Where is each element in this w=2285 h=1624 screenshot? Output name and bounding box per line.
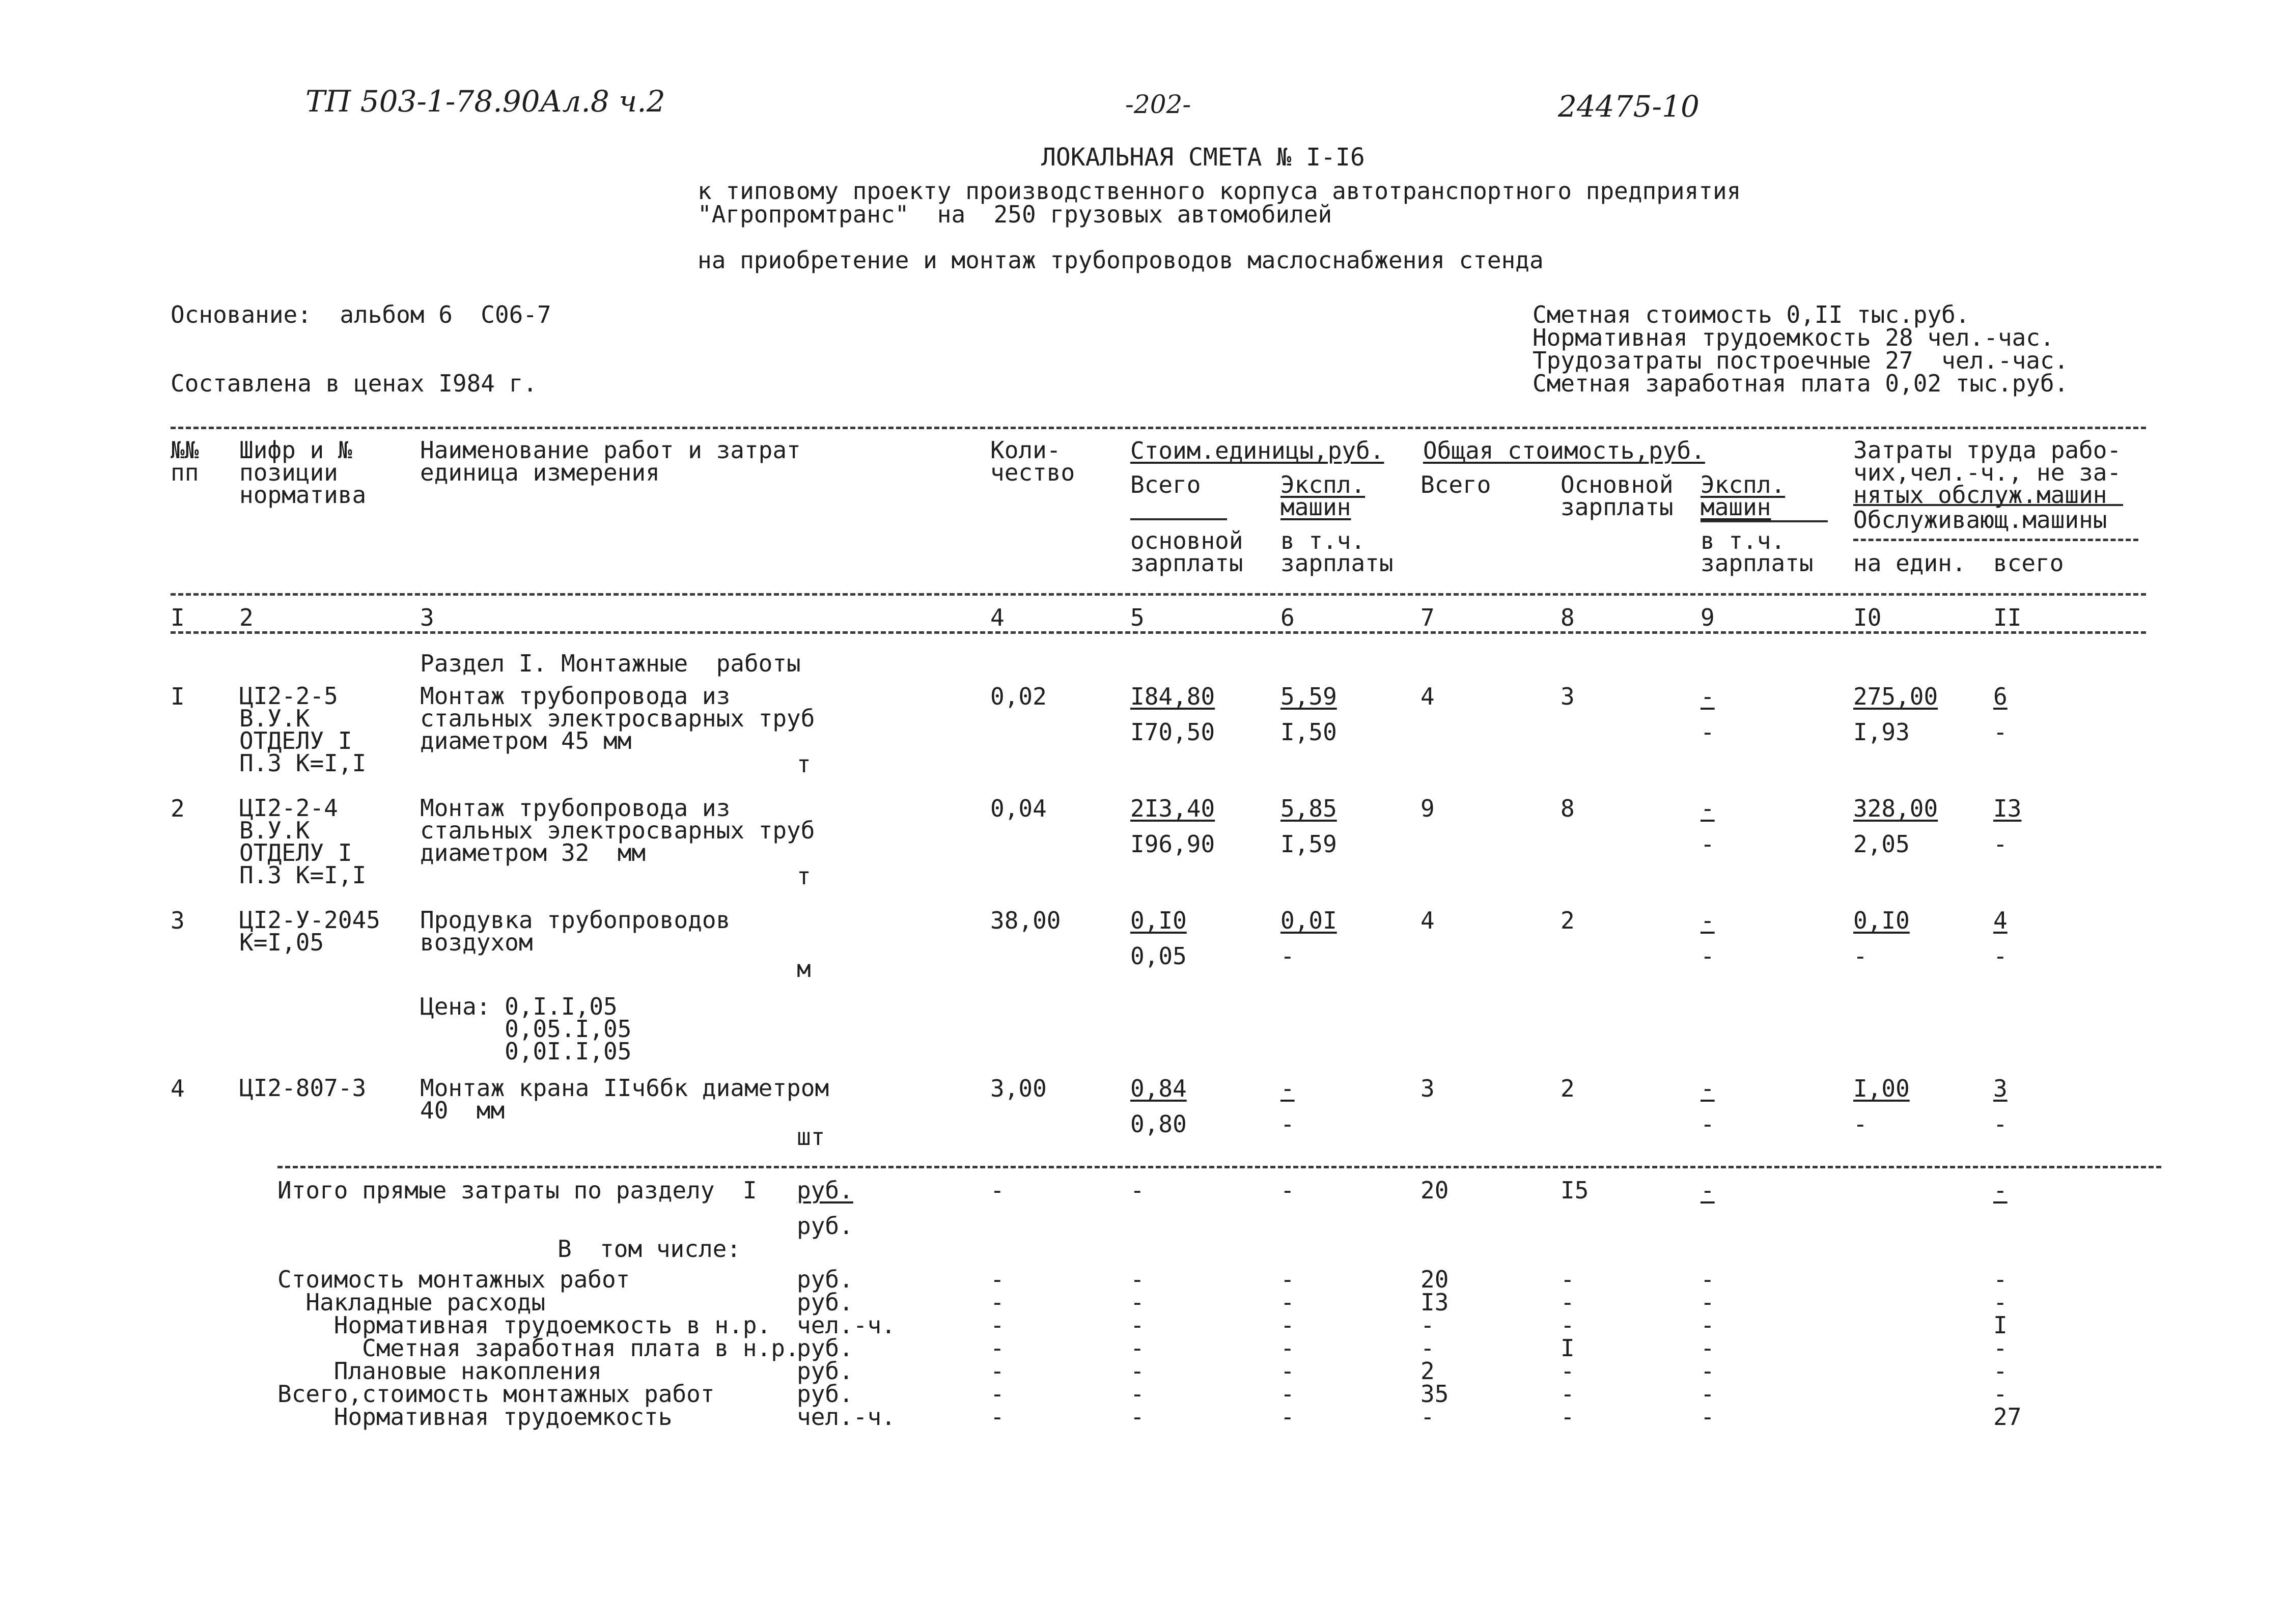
row-1-c9a: - [1701,683,1715,710]
row-3-c9a: - [1701,907,1715,934]
project-ref: ТП 503-1-78.90Ал.8 ч.2 [305,84,665,119]
col-labor: Затраты труда рабо- чих,чел.-ч., не за- нятых обслуж.машин [1853,436,2122,509]
row-2-c11b: - [1993,830,2008,858]
row-2-code: ЦI2-2-4 В.У.К ОТДЕЛУ I П.3 К=I,I [239,794,367,889]
row-3-c6a: 0,0I [1280,907,1337,934]
totals-c9-1: - [1701,1266,1715,1293]
col-total-cost: Общая стоимость,руб. [1423,437,1705,464]
direct-c6: - [1280,1177,1295,1204]
colnum-9: 9 [1701,604,1715,631]
row-4-code: ЦI2-807-3 [239,1074,367,1102]
including-label: В том числе: [558,1235,741,1263]
totals-c9-6: - [1701,1380,1715,1408]
col-9-bottom: в т.ч. зарплаты [1701,527,1814,577]
row-1-name: Монтаж трубопровода из стальных электросварных труб диаметром 45 мм [420,682,815,754]
col-labor-sub: Обслуживающ.машины [1853,506,2107,534]
document-number: 24475-10 [1558,89,1699,124]
totals-c6-5: - [1280,1357,1295,1385]
row-4-qty: 3,00 [990,1075,1047,1102]
row-3-c11b: - [1993,942,2008,970]
totals-c9-7: - [1701,1403,1715,1431]
row-2-unit: т [797,862,811,890]
totals-units-7: чел.-ч. [797,1403,896,1431]
totals-c8-4: I [1561,1334,1575,1362]
row-1-c7: 4 [1420,683,1435,710]
page-number: -202- [1125,90,1191,119]
title-line-1: к типовому проекту производственного корпуса автотранспортного предприятия [698,177,1741,205]
direct-c5: - [1130,1177,1145,1204]
col-labor-rule [1853,539,2138,541]
totals-c9-4: - [1701,1334,1715,1362]
totals-labels-6: Всего,стоимость монтажных работ [277,1380,715,1408]
row-4-c6a: - [1280,1075,1295,1102]
totals-c9-3: - [1701,1311,1715,1339]
row-4-c9b: - [1701,1110,1715,1138]
row-4-c9a: - [1701,1075,1715,1102]
row-4-c5b: 0,80 [1130,1110,1187,1138]
totals-labels-1: Стоимость монтажных работ [277,1266,630,1293]
totals-c7-2: I3 [1420,1289,1449,1316]
row-1-c5a: I84,80 [1130,683,1215,710]
row-2-c6b: I,59 [1280,830,1337,858]
totals-c4-5: - [990,1357,1005,1385]
totals-c7-5: 2 [1420,1357,1435,1385]
totals-c4-2: - [990,1289,1005,1316]
totals-c8-5: - [1561,1357,1575,1385]
totals-c11-6: - [1993,1380,2008,1408]
totals-labels-5: Плановые накопления [277,1357,602,1385]
summary-cost: Сметная стоимость 0,II тыс.руб. [1532,301,1970,328]
totals-c8-2: - [1561,1289,1575,1316]
summary-labor-site: Трудозатраты построечные 27 чел.-час. [1532,347,2069,374]
totals-c4-7: - [990,1403,1005,1431]
colnum-5: 5 [1130,604,1145,631]
row-1-c6b: I,50 [1280,718,1337,746]
totals-units-3: чел.-ч. [797,1311,896,1339]
row-1-unit: т [797,750,811,778]
totals-c7-3: - [1420,1311,1435,1339]
totals-labels-4: Сметная заработная плата в н.р. [277,1334,799,1362]
totals-rule [277,1166,2161,1168]
row-3-c8: 2 [1561,907,1575,934]
totals-units-6: руб. [797,1380,853,1408]
col-6-top: Экспл. машин [1280,471,1366,521]
title-line-2: "Агропромтранс" на 250 грузовых автомобилей [698,201,1332,228]
totals-c5-2: - [1130,1289,1145,1316]
direct-c11: - [1993,1177,2008,1204]
row-3-c6b: - [1280,942,1295,970]
row-1-c10b: I,93 [1853,718,1910,746]
totals-c11-2: - [1993,1289,2008,1316]
col-5-bottom: основной зарплаты [1130,527,1243,577]
row-4-c5a: 0,84 [1130,1075,1187,1102]
row-3-number: 3 [171,907,185,934]
totals-c8-1: - [1561,1266,1575,1293]
summary-wages: Сметная заработная плата 0,02 тыс.руб. [1532,370,2069,397]
row-4-c8: 2 [1561,1075,1575,1102]
row-2-c9b: - [1701,830,1715,858]
basis: Основание: альбом 6 С06-7 [171,301,551,328]
row-2-c7: 9 [1420,795,1435,822]
colnum-11: II [1993,604,2022,631]
row-3-c5a: 0,I0 [1130,907,1187,934]
colnum-7: 7 [1420,604,1435,631]
col-name: Наименование работ и затрат единица измерения [420,436,801,486]
row-1-code: ЦI2-2-5 В.У.К ОТДЕЛУ I П.3 К=I,I [239,682,367,777]
col-6-bottom: в т.ч. зарплаты [1280,527,1394,577]
row-1-qty: 0,02 [990,683,1047,710]
row-4-c10b: - [1853,1110,1868,1138]
col-7: Всего [1420,471,1491,498]
row-4-c11b: - [1993,1110,2008,1138]
col-code: Шифр и № позиции норматива [239,436,367,509]
row-1-c9b: - [1701,718,1715,746]
totals-c6-6: - [1280,1380,1295,1408]
direct-c7: 20 [1420,1177,1449,1204]
row-1-c11a: 6 [1993,683,2008,710]
totals-c5-5: - [1130,1357,1145,1385]
totals-c11-3: I [1993,1311,2008,1339]
totals-c4-1: - [990,1266,1005,1293]
row-2-c10b: 2,05 [1853,830,1910,858]
row-1-c5b: I70,50 [1130,718,1215,746]
direct-costs-unit-2: руб. [797,1212,853,1240]
totals-c5-6: - [1130,1380,1145,1408]
row-1-c8: 3 [1561,683,1575,710]
colnum-3: 3 [420,604,434,631]
row-2-c6a: 5,85 [1280,795,1337,822]
totals-c6-2: - [1280,1289,1295,1316]
totals-c6-7: - [1280,1403,1295,1431]
totals-units-4: руб. [797,1334,853,1362]
totals-c5-7: - [1130,1403,1145,1431]
row-2-c11a: I3 [1993,795,2022,822]
colnum-1: I [171,604,185,631]
row-2-c8: 8 [1561,795,1575,822]
totals-units-5: руб. [797,1357,853,1385]
totals-c6-1: - [1280,1266,1295,1293]
col-quantity: Коли- чество [990,436,1075,486]
row-2-c10a: 328,00 [1853,795,1938,822]
row-4-number: 4 [171,1075,185,1102]
col-number: №№ пп [171,436,199,486]
col-9-top: Экспл. машин [1701,471,1786,521]
row-3-name: Продувка трубопроводов воздухом [420,906,731,956]
col-11: всего [1993,549,2064,577]
row-4-c6b: - [1280,1110,1295,1138]
colnum-6: 6 [1280,604,1295,631]
col-10: на един. [1853,549,1966,577]
header-mid-rule [171,593,2146,596]
direct-costs-label: Итого прямые затраты по разделу I [277,1177,757,1204]
totals-c7-6: 35 [1420,1380,1449,1408]
totals-units-2: руб. [797,1289,853,1316]
estimate-title: ЛОКАЛЬНАЯ СМЕТА № I-I6 [1041,143,1365,172]
row-3-unit: м [797,955,811,983]
totals-c11-1: - [1993,1266,2008,1293]
colnum-2: 2 [239,604,254,631]
row-3-c7: 4 [1420,907,1435,934]
totals-c8-3: - [1561,1311,1575,1339]
row-3-c10a: 0,I0 [1853,907,1910,934]
row-4-c11a: 3 [1993,1075,2008,1102]
section-title: Раздел I. Монтажные работы [420,650,801,677]
totals-c7-1: 20 [1420,1266,1449,1293]
row-4-c10a: I,00 [1853,1075,1910,1102]
row-1-c6a: 5,59 [1280,683,1337,710]
row-3-c9b: - [1701,942,1715,970]
totals-labels-3: Нормативная трудоемкость в н.р. [277,1311,771,1339]
totals-c11-7: 27 [1993,1403,2022,1431]
totals-c7-4: - [1420,1334,1435,1362]
row-4-c7: 3 [1420,1075,1435,1102]
row-2-number: 2 [171,795,185,822]
totals-c8-7: - [1561,1403,1575,1431]
price-base: Составлена в ценах I984 г. [171,370,538,397]
row-2-c5b: I96,90 [1130,830,1215,858]
title-line-3: на приобретение и монтаж трубопроводов маслоснабжения стенда [698,246,1544,274]
colnum-4: 4 [990,604,1005,631]
row-1-c10a: 275,00 [1853,683,1938,710]
direct-c8: I5 [1561,1177,1589,1204]
row-2-c5a: 2I3,40 [1130,795,1215,822]
row-2-c9a: - [1701,795,1715,822]
totals-c4-6: - [990,1380,1005,1408]
col-unit-cost: Стоим.единицы,руб. [1130,437,1384,464]
row-1-c11b: - [1993,718,2008,746]
header-bottom-rule [171,631,2146,634]
totals-c11-4: - [1993,1334,2008,1362]
row-3-c5b: 0,05 [1130,942,1187,970]
row-3-qty: 38,00 [990,907,1061,934]
totals-c9-5: - [1701,1357,1715,1385]
col-5-divider [1130,518,1227,520]
totals-labels-2: Накладные расходы [277,1289,546,1316]
totals-c6-3: - [1280,1311,1295,1339]
colnum-8: 8 [1561,604,1575,631]
totals-units-1: руб. [797,1266,853,1293]
row-3-code: ЦI2-У-2045 К=I,05 [239,906,380,956]
row-4-unit: шт [797,1123,825,1151]
totals-c4-3: - [990,1311,1005,1339]
colnum-10: I0 [1853,604,1882,631]
price-note: Цена: 0,I.I,05 0,05.I,05 0,0I.I,05 [420,993,632,1065]
totals-c4-4: - [990,1334,1005,1362]
row-3-c11a: 4 [1993,907,2008,934]
col-9-divider [1701,520,1828,522]
totals-c11-5: - [1993,1357,2008,1385]
header-top-rule [171,427,2146,429]
direct-c4: - [990,1177,1005,1204]
row-2-qty: 0,04 [990,795,1047,822]
totals-c8-6: - [1561,1380,1575,1408]
direct-c9: - [1701,1177,1715,1204]
totals-c5-4: - [1130,1334,1145,1362]
col-5-top: Всего [1130,471,1201,498]
row-4-name: Монтаж крана IIч6бк диаметром 40 мм [420,1074,829,1124]
totals-c7-7: - [1420,1403,1435,1431]
totals-c9-2: - [1701,1289,1715,1316]
row-3-c10b: - [1853,942,1868,970]
col-8: Основной зарплаты [1561,471,1674,521]
summary-labor-norm: Нормативная трудоемкость 28 чел.-час. [1532,324,2054,351]
row-2-name: Монтаж трубопровода из стальных электросварных труб диаметром 32 мм [420,794,815,866]
direct-costs-unit-1: руб. [797,1177,853,1204]
totals-c6-4: - [1280,1334,1295,1362]
row-1-number: I [171,683,185,710]
totals-c5-1: - [1130,1266,1145,1293]
totals-c5-3: - [1130,1311,1145,1339]
totals-labels-7: Нормативная трудоемкость [277,1403,673,1431]
